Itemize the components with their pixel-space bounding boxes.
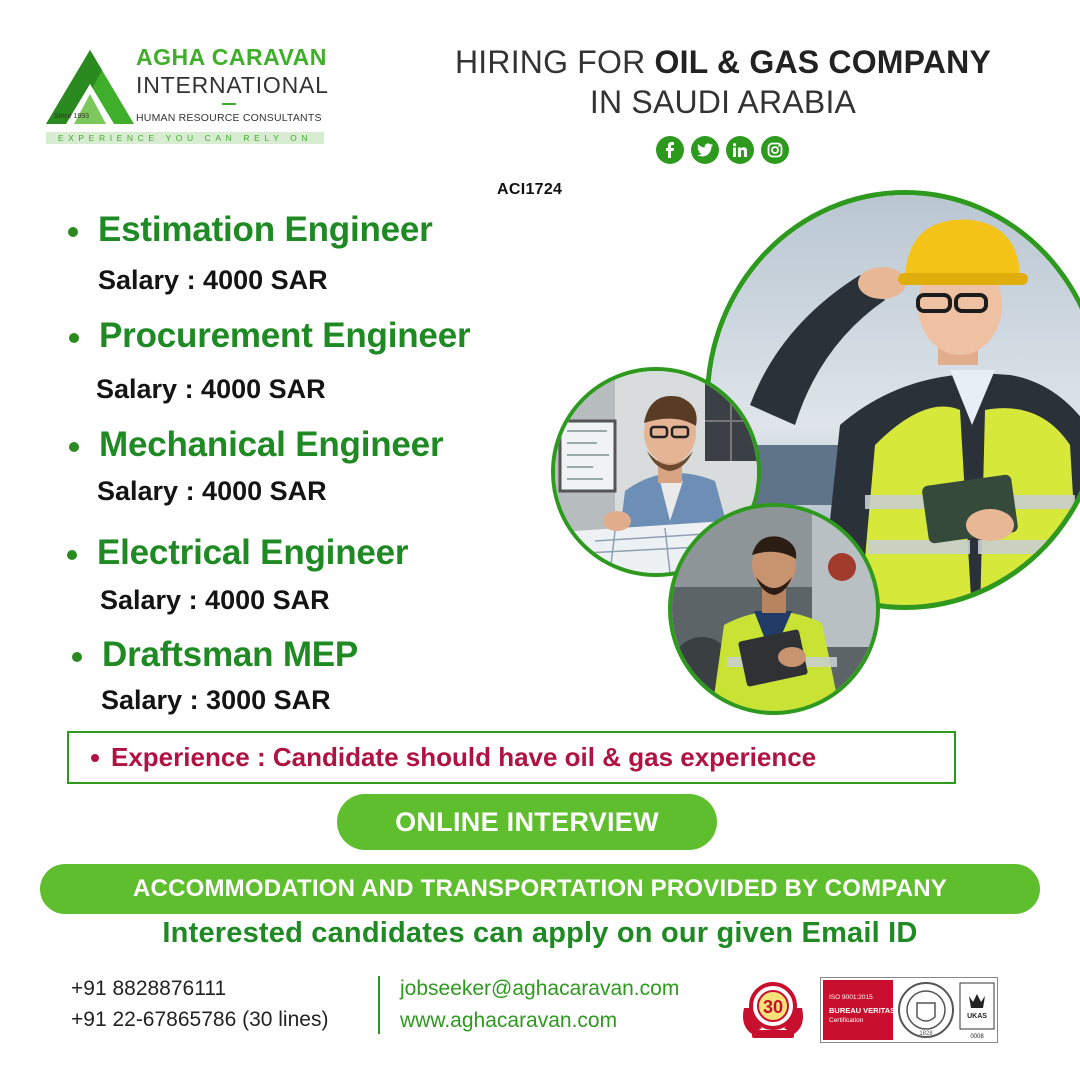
ukas-crown-icon bbox=[959, 982, 995, 1040]
job-bullet bbox=[67, 550, 77, 560]
linkedin-icon[interactable] bbox=[726, 136, 754, 164]
website-link[interactable]: www.aghacaravan.com bbox=[400, 1009, 618, 1032]
logo-name-line2: INTERNATIONAL bbox=[136, 72, 329, 98]
job-title: Draftsman MEP bbox=[102, 635, 359, 674]
bureau-certification-label: Certification bbox=[829, 1017, 864, 1024]
job-salary: Salary : 4000 SAR bbox=[100, 585, 330, 615]
headline-emphasis: OIL & GAS COMPANY bbox=[654, 44, 991, 80]
job-title: Mechanical Engineer bbox=[99, 425, 444, 464]
anniversary-number: 30 bbox=[762, 997, 784, 1017]
engineer-site-photo bbox=[668, 503, 880, 715]
experience-text: Experience : Candidate should have oil & gas experience bbox=[111, 742, 817, 772]
experience-requirement bbox=[67, 731, 956, 784]
bureau-iso-standard: ISO 9001:2015 bbox=[829, 994, 873, 1001]
logo-subtitle: HUMAN RESOURCE CONSULTANTS bbox=[136, 112, 322, 124]
bureau-name: BUREAU VERITAS bbox=[829, 1006, 896, 1015]
headline-line1 bbox=[430, 42, 1016, 82]
footer-divider bbox=[378, 976, 380, 1034]
job-salary: Salary : 4000 SAR bbox=[96, 374, 326, 404]
job-salary: Salary : 4000 SAR bbox=[98, 265, 328, 295]
bureau-veritas-box bbox=[823, 980, 896, 1040]
job-salary: Salary : 4000 SAR bbox=[97, 476, 327, 506]
contact-email-link[interactable]: jobseeker@aghacaravan.com bbox=[400, 977, 680, 1000]
social-links bbox=[656, 136, 789, 166]
apply-instruction: Interested candidates can apply on our given Email ID bbox=[162, 917, 918, 949]
headline-prefix: HIRING FOR bbox=[455, 44, 655, 80]
logo-tagline: EXPERIENCE YOU CAN RELY ON bbox=[46, 132, 324, 144]
online-interview-badge: ONLINE INTERVIEW bbox=[337, 794, 717, 850]
headline bbox=[430, 42, 1016, 122]
job-title: Electrical Engineer bbox=[97, 533, 409, 572]
facebook-icon[interactable] bbox=[656, 136, 684, 164]
job-bullet bbox=[69, 442, 79, 452]
twitter-icon[interactable] bbox=[691, 136, 719, 164]
job-title: Estimation Engineer bbox=[98, 210, 433, 249]
phone-number-1[interactable]: +91 8828876111 bbox=[71, 977, 227, 1000]
ukas-code: 0008 bbox=[970, 1034, 984, 1040]
benefits-banner: ACCOMMODATION AND TRANSPORTATION PROVIDED BY COMPANY bbox=[40, 864, 1040, 914]
bureau-veritas-seal-icon bbox=[897, 981, 955, 1039]
logo-name-line1: AGHA CARAVAN bbox=[136, 44, 327, 70]
job-reference-code: ACI1724 bbox=[497, 181, 563, 198]
certification-logos bbox=[820, 977, 998, 1043]
logo-divider bbox=[222, 103, 236, 105]
headline-line2: IN SAUDI ARABIA bbox=[589, 84, 857, 120]
job-title: Procurement Engineer bbox=[99, 316, 471, 355]
job-bullet bbox=[68, 227, 78, 237]
job-bullet bbox=[69, 333, 79, 343]
instagram-icon[interactable] bbox=[761, 136, 789, 164]
company-logo bbox=[44, 40, 334, 150]
job-bullet bbox=[72, 652, 82, 662]
experience-bullet bbox=[91, 754, 99, 762]
job-salary: Salary : 3000 SAR bbox=[101, 685, 331, 715]
logo-since: Since 1993 bbox=[54, 113, 90, 120]
ukas-label: UKAS bbox=[967, 1013, 987, 1020]
phone-number-2[interactable]: +91 22-67865786 (30 lines) bbox=[71, 1008, 329, 1031]
bureau-year: 1828 bbox=[919, 1031, 933, 1037]
30-years-anniversary-badge-icon bbox=[738, 978, 808, 1040]
